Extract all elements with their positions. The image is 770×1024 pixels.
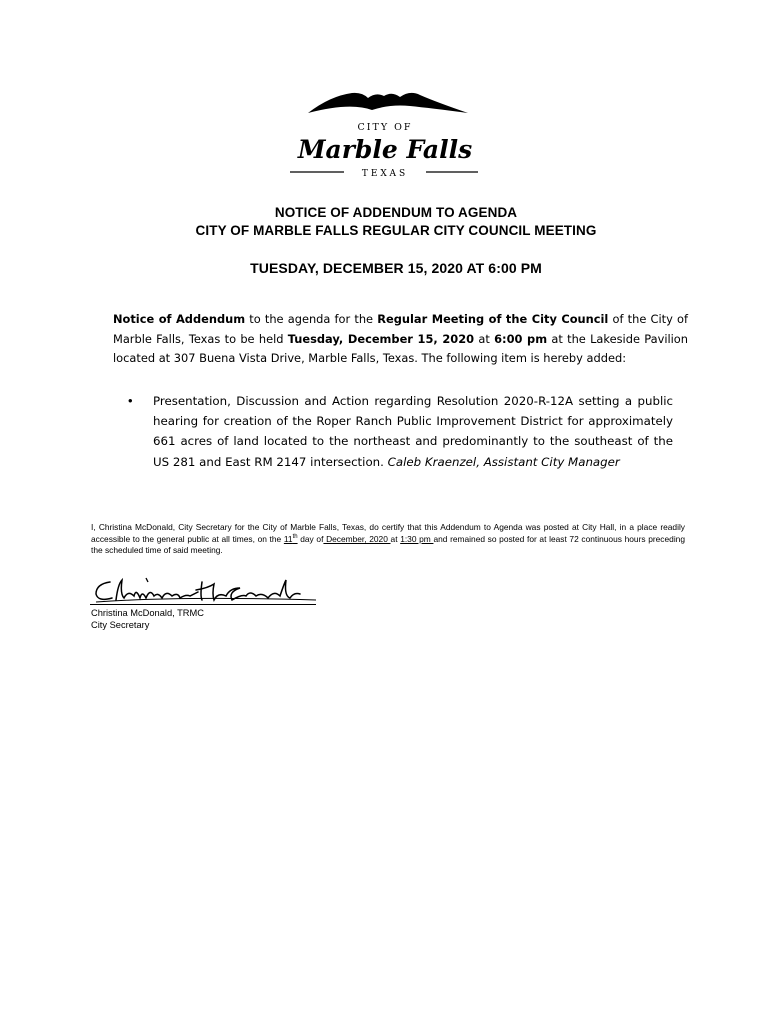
- cert-time: 1:30 pm: [400, 533, 434, 544]
- notice-text-3: at: [474, 331, 495, 346]
- notice-bold-date: Tuesday, December 15, 2020: [287, 331, 475, 346]
- notice-title: NOTICE OF ADDENDUM TO AGENDA: [274, 205, 518, 220]
- notice-paragraph: [113, 310, 688, 369]
- cert-text-4: and remained so posted for at least 72 continuous hours preceding the scheduled time of said meeting.: [91, 533, 685, 556]
- agenda-item-description: Presentation, Discussion and Action regarding Resolution 2020-R-12A setting a public hearing for creation of the Roper Ranch Public Improvement District for approximately 661 acres of land located to the northeast and predominantly to the southeast of the US 281 and East RM 2147 intersection.: [153, 394, 673, 469]
- city-logo: [280, 88, 490, 183]
- certification-statement: [91, 522, 685, 557]
- notice-bold-meeting: Regular Meeting of the City Council: [377, 312, 609, 326]
- handwritten-signature: [90, 574, 320, 608]
- bullet-icon: •: [128, 393, 133, 408]
- logo-city-of: CITY OF: [357, 122, 413, 133]
- logo-hills-icon: [308, 93, 468, 113]
- cert-text-1: I, Christina McDonald, City Secretary for the City of Marble Falls, Texas, do certify that this Addendum to Agenda was posted at City Hall, in a place readily accessible to the general public at all times, on the: [91, 522, 685, 544]
- cert-day-suffix: th: [292, 533, 298, 540]
- signer-title: City Secretary: [91, 620, 150, 630]
- notice-bold-time: 6:00 pm: [494, 331, 548, 346]
- meeting-title: CITY OF MARBLE FALLS REGULAR CITY COUNCIL MEETING: [195, 223, 597, 238]
- cert-text-2: day of: [297, 533, 324, 544]
- notice-text-2: of the City of Marble Falls, Texas to be held: [113, 312, 688, 346]
- logo-texas: TEXAS: [361, 169, 409, 179]
- notice-text-4: at the Lakeside Pavilion located at 307 Buena Vista Drive, Marble Falls, Texas. The following item is hereby added:: [113, 331, 688, 365]
- signer-name: Christina McDonald, TRMC: [91, 608, 204, 618]
- meeting-date-title: TUESDAY, DECEMBER 15, 2020 AT 6:00 PM: [250, 260, 542, 276]
- cert-month-year: December, 2020: [323, 533, 391, 544]
- cert-day: 11th: [283, 533, 298, 544]
- agenda-item-text: [153, 391, 673, 472]
- cert-text-3: at: [390, 533, 401, 544]
- agenda-item-presenter: Caleb Kraenzel, Assistant City Manager: [387, 454, 620, 469]
- signature-line: [90, 604, 316, 605]
- notice-bold-addendum: Notice of Addendum: [113, 312, 246, 326]
- notice-text-1: to the agenda for the: [245, 312, 378, 326]
- logo-marble-falls: Marble Falls: [297, 135, 473, 164]
